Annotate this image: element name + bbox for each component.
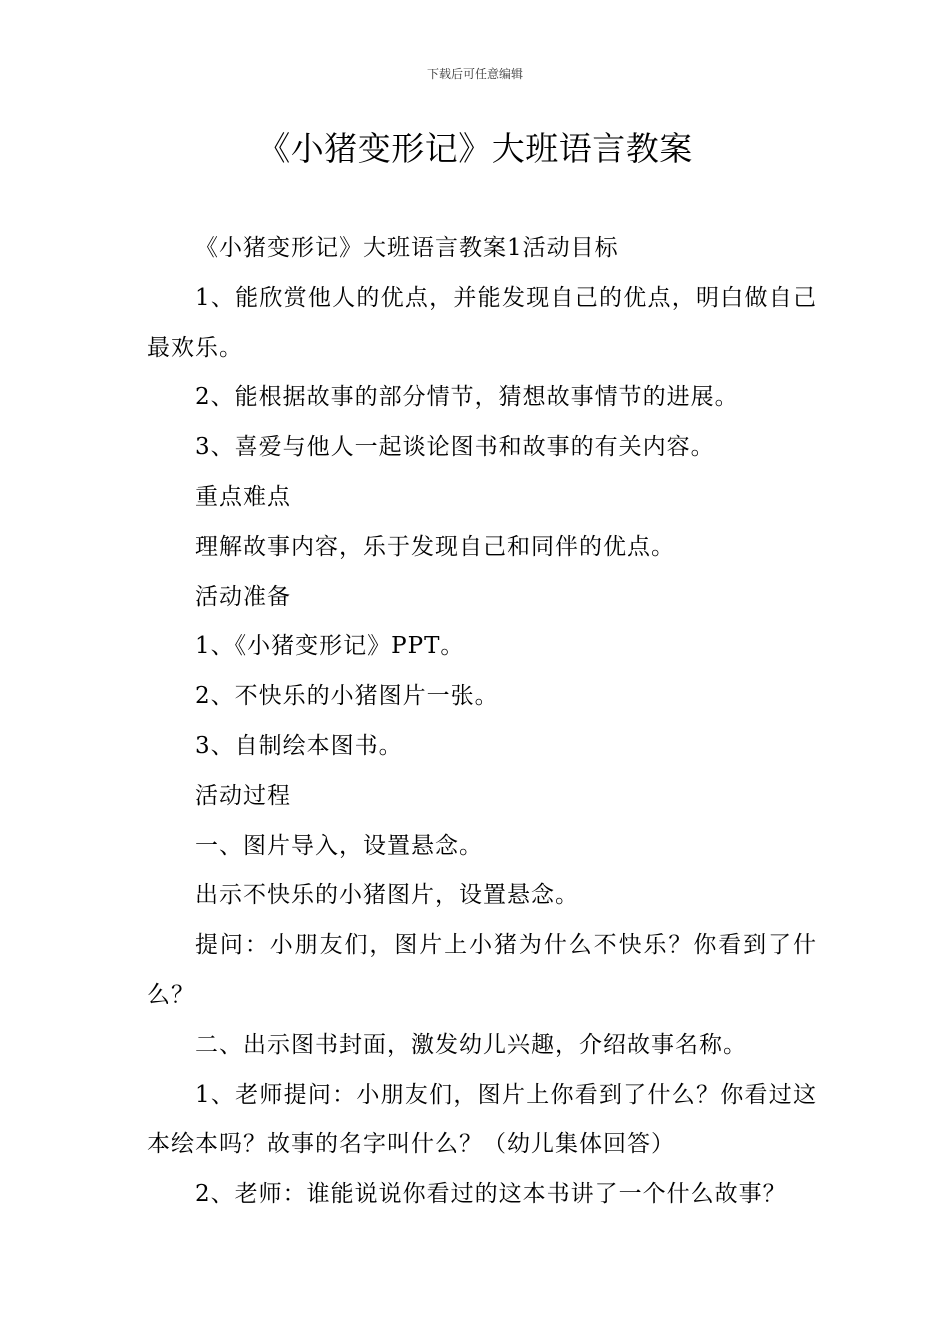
document-title: 《小猪变形记》大班语言教案 bbox=[257, 129, 693, 168]
section-heading: 活动过程 bbox=[195, 782, 291, 809]
paragraph: 一、图片导入，设置悬念。 bbox=[195, 832, 483, 859]
paragraph: 提问：小朋友们，图片上小猪为什么不快乐？你看到了什么？ bbox=[147, 932, 817, 1008]
paragraph: 3、自制绘本图书。 bbox=[195, 732, 403, 759]
paragraph: 1、能欣赏他人的优点，并能发现自己的优点，明白做自己最欢乐。 bbox=[147, 284, 817, 361]
paragraph: 理解故事内容，乐于发现自己和同伴的优点。 bbox=[195, 533, 675, 560]
section-heading: 重点难点 bbox=[195, 483, 291, 510]
paragraph: 2、不快乐的小猪图片一张。 bbox=[195, 683, 499, 710]
paragraph: 二、出示图书封面，激发幼儿兴趣，介绍故事名称。 bbox=[195, 1031, 747, 1058]
paragraph: 3、喜爱与他人一起谈论图书和故事的有关内容。 bbox=[195, 434, 715, 461]
paragraph: 1、《小猪变形记》PPT。 bbox=[195, 633, 465, 660]
header-note: 下载后可任意编辑 bbox=[426, 67, 523, 81]
paragraph: 出示不快乐的小猪图片，设置悬念。 bbox=[195, 882, 579, 909]
section-heading: 活动准备 bbox=[195, 583, 291, 610]
paragraph: 2、老师：谁能说说你看过的这本书讲了一个什么故事？ bbox=[195, 1181, 787, 1208]
paragraph: 《小猪变形记》大班语言教案1活动目标 bbox=[195, 235, 619, 261]
paragraph: 2、能根据故事的部分情节，猜想故事情节的进展。 bbox=[195, 384, 739, 411]
document-body bbox=[147, 224, 817, 1220]
paragraph: 1、老师提问：小朋友们，图片上你看到了什么？你看过这本绘本吗？故事的名字叫什么？（幼儿集体回答） bbox=[147, 1081, 817, 1158]
